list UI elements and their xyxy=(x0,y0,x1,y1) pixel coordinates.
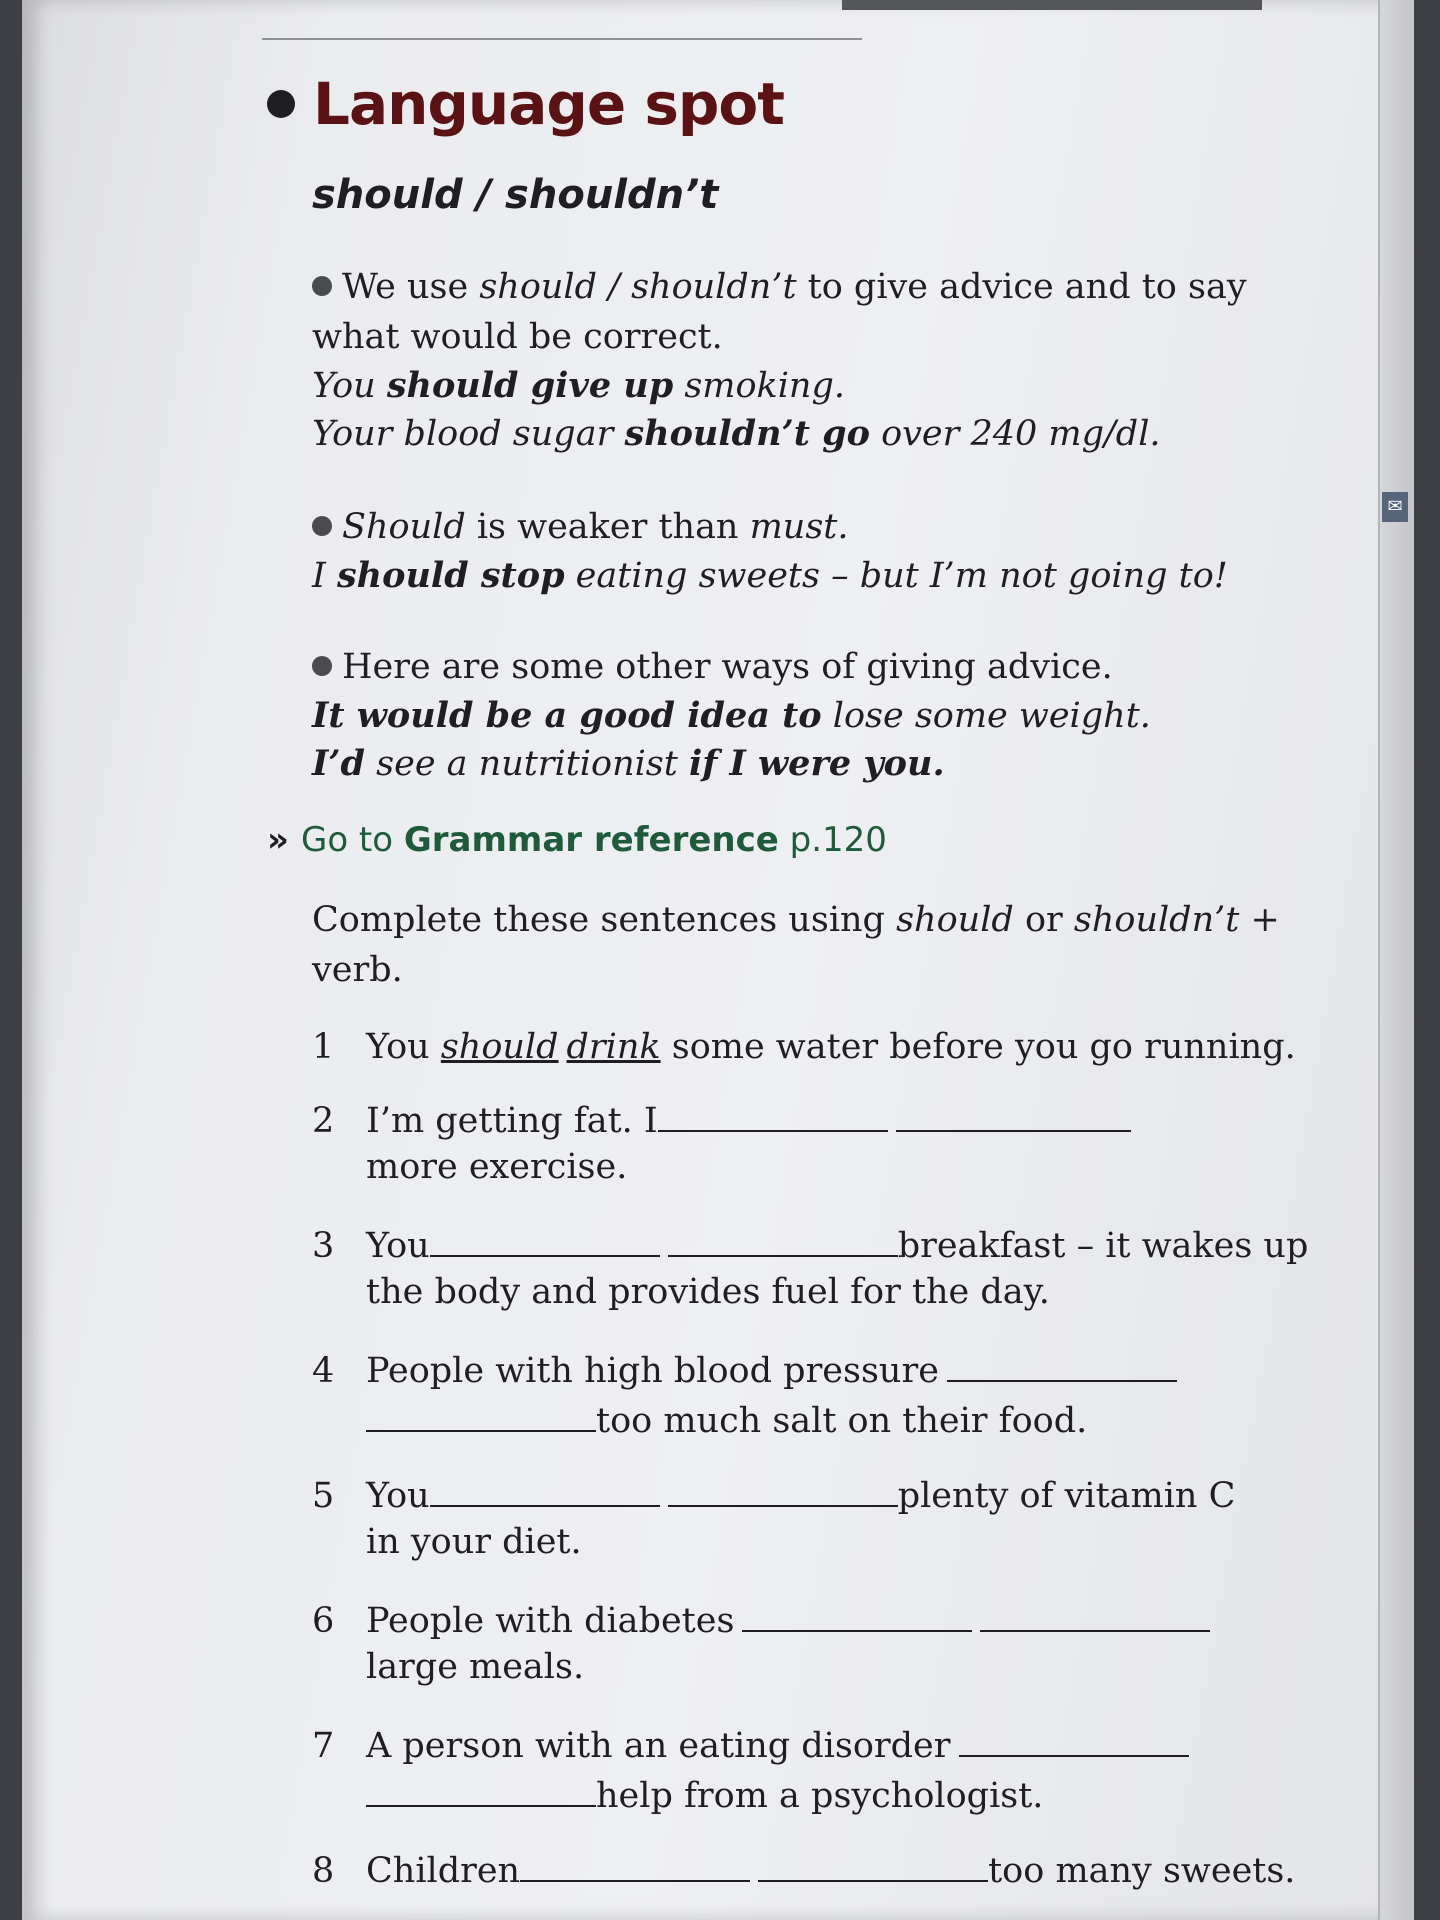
answer-drink: drink xyxy=(566,1027,661,1067)
answer-blank[interactable] xyxy=(366,1775,596,1807)
top-edge-shadow xyxy=(842,0,1262,10)
exercise-item-5-cont: in your diet. xyxy=(366,1522,582,1562)
rule-3-example-2: I’d see a nutritionist if I were you. xyxy=(312,743,945,784)
exercise-item-8: 8 Children too many sweets. xyxy=(312,1851,1296,1891)
answer-blank[interactable] xyxy=(668,1475,898,1507)
answer-blank[interactable] xyxy=(430,1475,660,1507)
answer-blank[interactable] xyxy=(430,1225,660,1257)
section-subheading: should / shouldn’t xyxy=(312,172,719,218)
rule-2-line-1: Should is weaker than must. xyxy=(312,510,849,545)
exercise-item-7-cont: help from a psychologist. xyxy=(366,1775,1043,1814)
rule-1-example-1: You should give up smoking. xyxy=(312,365,846,406)
textbook-page xyxy=(22,0,1414,1920)
exercise-item-4: 4 People with high blood pressure xyxy=(312,1350,1177,1389)
answer-should: should xyxy=(440,1027,559,1067)
answer-blank[interactable] xyxy=(742,1600,972,1632)
rule-2-example: I should stop eating sweets – but I’m not going to! xyxy=(312,555,1228,596)
exercise-item-2-cont: more exercise. xyxy=(366,1147,628,1187)
exercise-item-5: 5 You plenty of vitamin C xyxy=(312,1476,1236,1516)
rule-3-line-1: Here are some other ways of giving advice. xyxy=(312,650,1113,685)
exercise-item-3: 3 You breakfast – it wakes up xyxy=(312,1226,1309,1266)
answer-blank[interactable] xyxy=(758,1850,988,1882)
exercise-item-2: 2 I’m getting fat. I xyxy=(312,1100,1131,1139)
grammar-reference-link[interactable]: » Go to Grammar reference p.120 xyxy=(267,820,887,860)
rule-1-line-2: what would be correct. xyxy=(312,317,723,357)
answer-blank[interactable] xyxy=(947,1350,1177,1382)
exercise-item-7: 7 A person with an eating disorder xyxy=(312,1725,1189,1764)
answer-blank[interactable] xyxy=(959,1725,1189,1757)
rule-1-example-2: Your blood sugar shouldn’t go over 240 mg/dl. xyxy=(312,413,1161,454)
exercise-item-6-cont: large meals. xyxy=(366,1647,585,1687)
answer-blank[interactable] xyxy=(366,1400,596,1432)
answer-blank[interactable] xyxy=(520,1850,750,1882)
top-rule-divider xyxy=(262,38,862,40)
bullet-icon xyxy=(312,276,332,296)
answer-blank[interactable] xyxy=(896,1100,1131,1132)
answer-blank[interactable] xyxy=(980,1600,1210,1632)
page-right-edge xyxy=(1378,0,1414,1920)
bullet-icon xyxy=(312,516,332,536)
bullet-icon xyxy=(312,656,332,676)
exercise-instruction-cont: verb. xyxy=(312,950,403,990)
heading-bullet-icon xyxy=(267,90,295,118)
mail-icon: ✉ xyxy=(1382,492,1408,522)
exercise-instruction: Complete these sentences using should or shouldn’t + xyxy=(312,900,1280,940)
double-chevron-right-icon: » xyxy=(267,820,289,860)
answer-blank[interactable] xyxy=(668,1225,898,1257)
exercise-item-3-cont: the body and provides fuel for the day. xyxy=(366,1272,1050,1312)
rule-1-line-1: We use should / shouldn’t to give advice and to say xyxy=(312,270,1247,305)
exercise-item-4-cont: too much salt on their food. xyxy=(366,1400,1087,1439)
section-heading: Language spot xyxy=(267,70,784,138)
exercise-item-1: 1 You should drink some water before you go running. xyxy=(312,1027,1296,1067)
exercise-item-6: 6 People with diabetes xyxy=(312,1600,1210,1639)
answer-blank[interactable] xyxy=(658,1100,888,1132)
rule-3-example-1: It would be a good idea to lose some weight. xyxy=(312,695,1151,736)
